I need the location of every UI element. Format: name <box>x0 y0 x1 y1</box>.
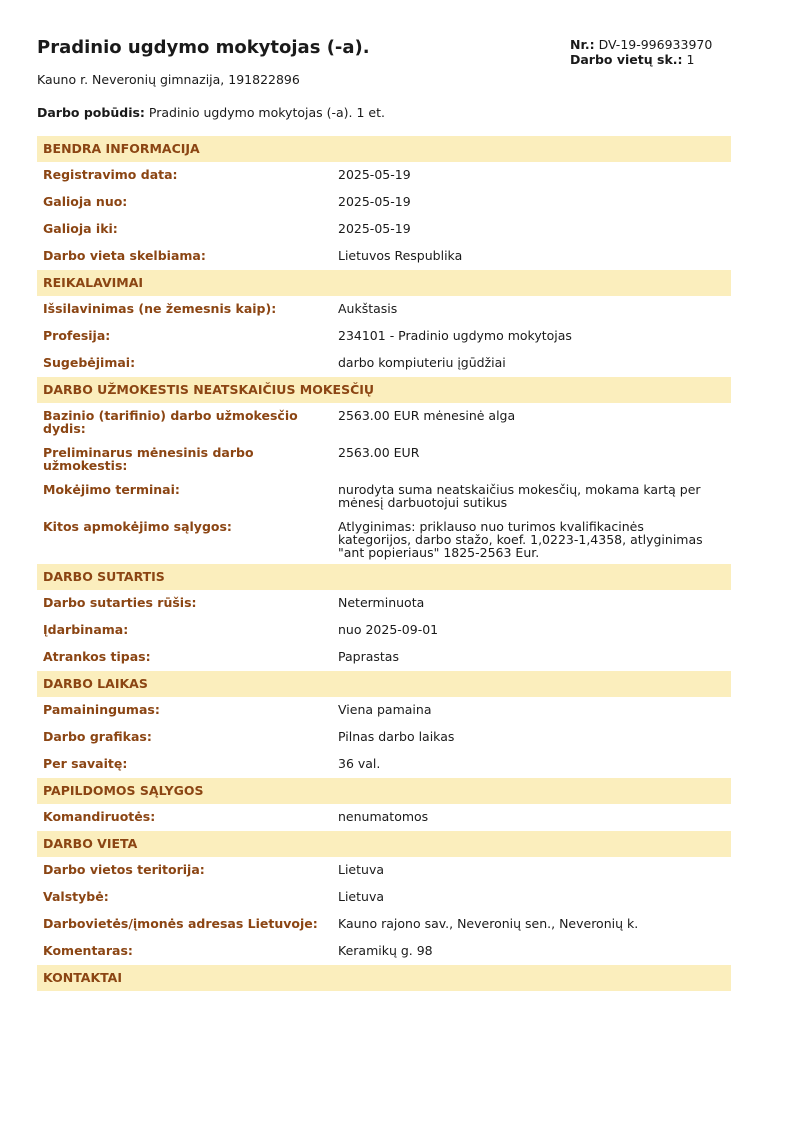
employer-name: Kauno r. Neveronių gimnazija, 191822896 <box>37 72 300 87</box>
detail-label: Darbo vieta skelbiama: <box>43 248 206 263</box>
detail-row <box>37 216 731 243</box>
ad-number-label: Nr.: <box>570 37 595 52</box>
detail-label: Galioja nuo: <box>43 194 128 209</box>
detail-value: Lietuvos Respublika <box>338 248 463 263</box>
section <box>37 778 731 831</box>
detail-row <box>37 911 731 938</box>
detail-row <box>37 644 731 671</box>
detail-value: nenumatomos <box>338 809 429 824</box>
detail-value: 2025-05-19 <box>338 221 411 236</box>
detail-value: Viena pamaina <box>338 702 432 717</box>
section-header: REIKALAVIMAI <box>37 270 731 296</box>
work-type <box>37 105 385 120</box>
detail-value: Neterminuota <box>338 595 425 610</box>
detail-row <box>37 477 731 514</box>
detail-value: nurodyta suma neatskaičius mokesčių, mokama kartą per mėnesį darbuotojui sutikus <box>338 482 701 510</box>
detail-value: 2563.00 EUR mėnesinė alga <box>338 408 516 423</box>
detail-label: Darbo grafikas: <box>43 729 152 744</box>
detail-row <box>37 323 731 350</box>
detail-row <box>37 751 731 778</box>
detail-row <box>37 514 731 564</box>
detail-row <box>37 403 731 440</box>
section <box>37 831 731 965</box>
section <box>37 564 731 671</box>
places-count-value: 1 <box>686 52 695 67</box>
detail-label: Galioja iki: <box>43 221 118 236</box>
job-details <box>37 136 731 991</box>
detail-value: 234101 - Pradinio ugdymo mokytojas <box>338 328 572 343</box>
detail-row <box>37 296 731 323</box>
detail-value: Lietuva <box>338 889 385 904</box>
detail-value: Keramikų g. 98 <box>338 943 433 958</box>
work-type-label: Darbo pobūdis: <box>37 105 145 120</box>
detail-label: Registravimo data: <box>43 167 178 182</box>
section-header: PAPILDOMOS SĄLYGOS <box>37 778 731 804</box>
detail-row <box>37 440 731 477</box>
detail-value: nuo 2025-09-01 <box>338 622 439 637</box>
detail-label: Valstybė: <box>43 889 109 904</box>
detail-label: Mokėjimo terminai: <box>43 482 180 497</box>
section <box>37 671 731 778</box>
detail-row <box>37 884 731 911</box>
detail-label: Išsilavinimas (ne žemesnis kaip): <box>43 301 277 316</box>
detail-value: Pilnas darbo laikas <box>338 729 455 744</box>
detail-label: Darbo sutarties rūšis: <box>43 595 197 610</box>
detail-row <box>37 724 731 751</box>
detail-row <box>37 162 731 189</box>
detail-label: Atrankos tipas: <box>43 649 151 664</box>
detail-label: Per savaitę: <box>43 756 128 771</box>
detail-label: Sugebėjimai: <box>43 355 136 370</box>
detail-value: Aukštasis <box>338 301 398 316</box>
detail-value: Paprastas <box>338 649 399 664</box>
detail-label: Kitos apmokėjimo sąlygos: <box>43 519 232 534</box>
detail-row <box>37 189 731 216</box>
detail-row <box>37 350 731 377</box>
detail-value: Atlyginimas: priklauso nuo turimos kvalifikacinės kategorijos, darbo stažo, koef. 1,0223-1,4358, atlyginimas "ant popieriaus" 1825-2563 Eur. <box>338 519 703 560</box>
ad-number-value: DV-19-996933970 <box>598 37 713 52</box>
section-header: DARBO VIETA <box>37 831 731 857</box>
detail-label: Komandiruotės: <box>43 809 156 824</box>
detail-row <box>37 804 731 831</box>
section <box>37 136 731 270</box>
section <box>37 377 731 564</box>
detail-label: Pamainingumas: <box>43 702 160 717</box>
ad-number <box>570 37 712 52</box>
section-header: DARBO LAIKAS <box>37 671 731 697</box>
detail-label: Bazinio (tarifinio) darbo užmokesčio dydis: <box>43 408 298 436</box>
detail-row <box>37 857 731 884</box>
section-header: DARBO UŽMOKESTIS NEATSKAIČIUS MOKESČIŲ <box>37 377 731 403</box>
detail-label: Įdarbinama: <box>43 622 129 637</box>
detail-row <box>37 697 731 724</box>
places-count-label: Darbo vietų sk.: <box>570 52 683 67</box>
detail-value: Kauno rajono sav., Neveronių sen., Neveronių k. <box>338 916 639 931</box>
section-header: KONTAKTAI <box>37 965 731 991</box>
detail-value: 36 val. <box>338 756 381 771</box>
detail-value: 2025-05-19 <box>338 167 411 182</box>
places-count <box>570 52 712 67</box>
detail-row <box>37 243 731 270</box>
detail-row <box>37 590 731 617</box>
work-type-value: Pradinio ugdymo mokytojas (-a). 1 et. <box>148 105 385 120</box>
detail-value: 2563.00 EUR <box>338 445 420 460</box>
section <box>37 270 731 377</box>
detail-label: Darbovietės/įmonės adresas Lietuvoje: <box>43 916 318 931</box>
detail-value: 2025-05-19 <box>338 194 411 209</box>
detail-value: Lietuva <box>338 862 385 877</box>
page-title: Pradinio ugdymo mokytojas (-a). <box>37 37 370 58</box>
detail-label: Profesija: <box>43 328 111 343</box>
detail-label: Preliminarus mėnesinis darbo užmokestis: <box>43 445 254 473</box>
section-header: DARBO SUTARTIS <box>37 564 731 590</box>
detail-row <box>37 938 731 965</box>
detail-value: darbo kompiuteriu įgūdžiai <box>338 355 506 370</box>
detail-row <box>37 617 731 644</box>
section <box>37 965 731 991</box>
detail-label: Darbo vietos teritorija: <box>43 862 205 877</box>
section-header: BENDRA INFORMACIJA <box>37 136 731 162</box>
detail-label: Komentaras: <box>43 943 133 958</box>
ad-meta <box>570 37 712 67</box>
